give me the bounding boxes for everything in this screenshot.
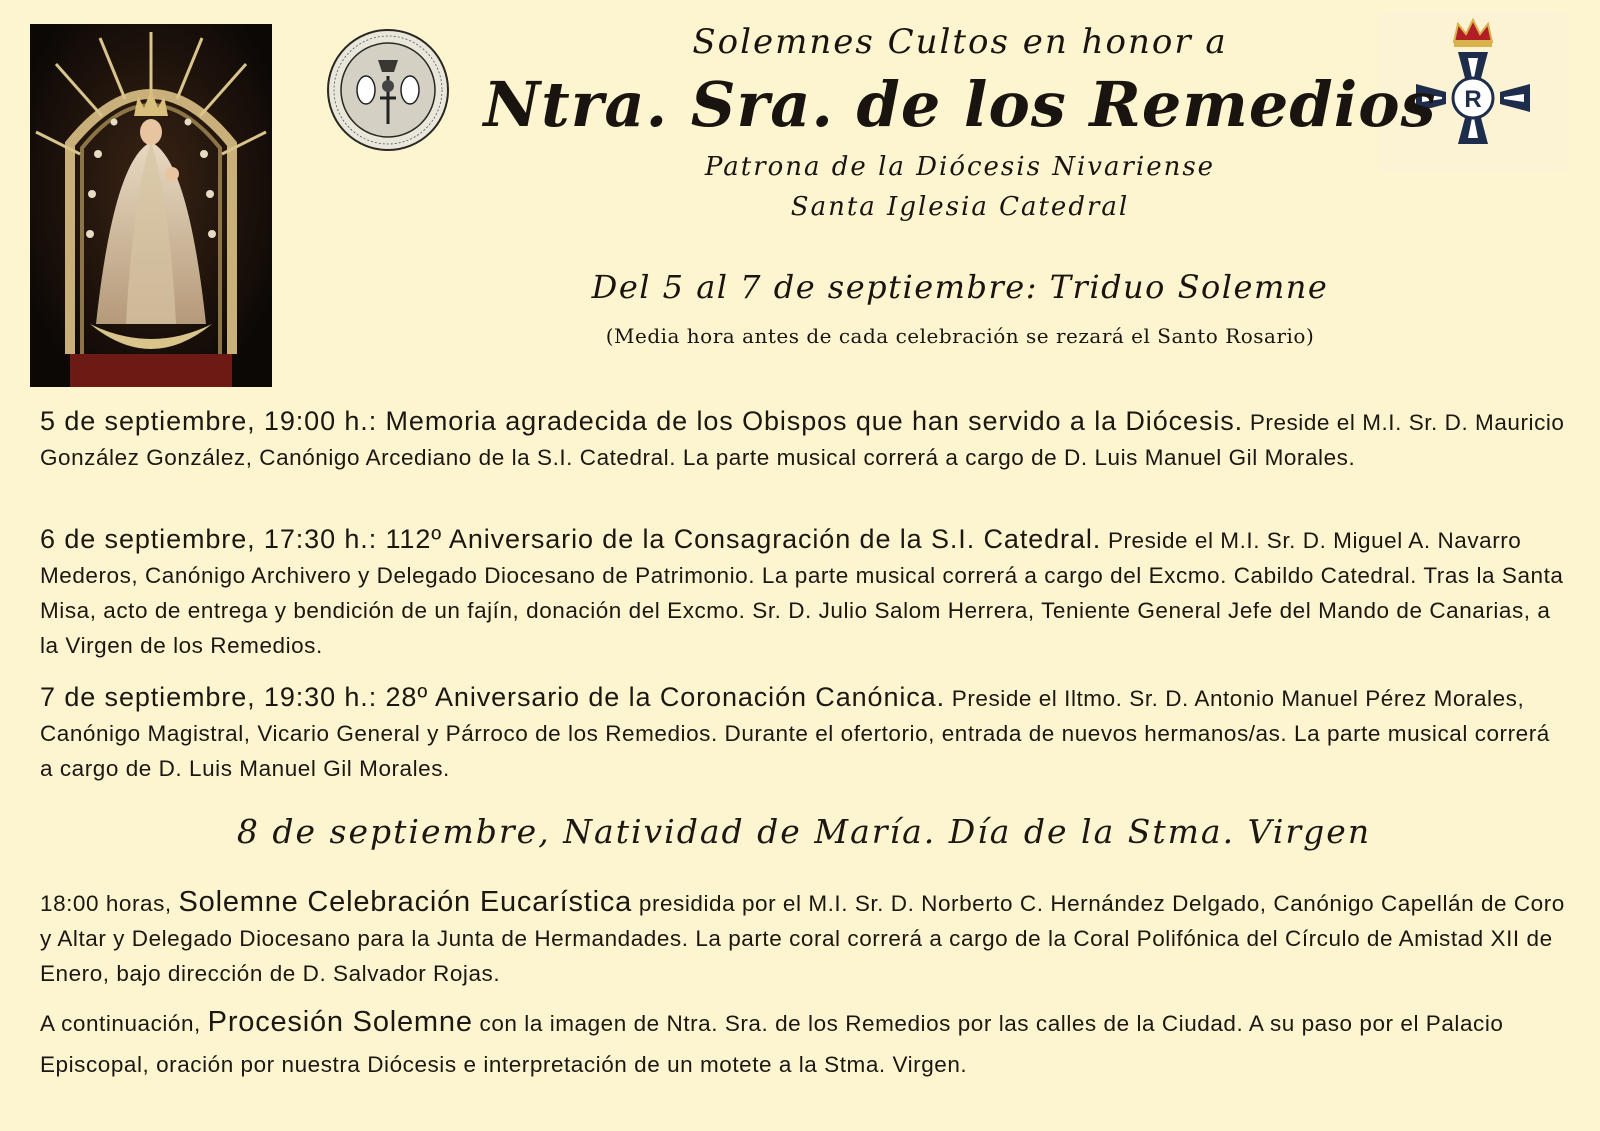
procesion-pre: A continuación, — [40, 1011, 208, 1036]
header-line-3: Patrona de la Diócesis Nivariense — [704, 152, 1216, 182]
event-paragraph-2 — [40, 522, 1568, 663]
page-title: Ntra. Sra. de los Remedios — [483, 68, 1437, 141]
celebracion-title: Solemne Celebración Eucarística — [178, 886, 633, 918]
virgin-image — [30, 24, 272, 387]
event-body: Preside el M.I. Sr. D. Mauricio González González, Canónigo Arcediano de la S.I. Catedral. La parte musical correrá a cargo de D. Luis Manuel Gil Morales. — [40, 410, 1565, 470]
event-title: Memoria agradecida de los Obispos que han servido a la Diócesis. — [377, 406, 1244, 436]
event-paragraph-3 — [40, 680, 1568, 786]
triduo-heading: Del 5 al 7 de septiembre: Triduo Solemne — [591, 268, 1329, 306]
event-date: 5 de septiembre, 19:00 h.: — [40, 406, 378, 436]
procesion-title: Procesión Solemne — [207, 1006, 473, 1038]
rosario-note: (Media hora antes de cada celebración se rezará el Santo Rosario) — [605, 324, 1315, 348]
svg-text:R: R — [1464, 86, 1482, 113]
natividad-heading: 8 de septiembre, Natividad de María. Día de la Stma. Virgen — [236, 812, 1372, 851]
event-title: 112º Aniversario de la Consagración de la S.I. Catedral. — [377, 524, 1102, 554]
cathedral-seal-icon — [326, 28, 450, 152]
event-date: 7 de septiembre, 19:30 h.: — [40, 682, 378, 712]
event-title: 28º Aniversario de la Coronación Canónica. — [377, 682, 945, 712]
header-line-1: Solemnes Cultos en honor a — [692, 22, 1228, 62]
event-body: Preside el M.I. Sr. D. Miguel A. Navarro Mederos, Canónigo Archivero y Delegado Diocesano de Patrimonio. La parte musical correrá a cargo del Excmo. Cabildo Catedral. Tras la Santa Misa, acto de entrega y bendición de un fajín, donación del Excmo. Sr. D. Julio Salom Herrera, Teniente General Jefe del Mando de Canarias, a la Virgen de los Remedios. — [40, 528, 1564, 658]
header-line-4: Santa Iglesia Catedral — [790, 192, 1130, 222]
event-date: 6 de septiembre, 17:30 h.: — [40, 524, 378, 554]
celebracion-body: presidida por el M.I. Sr. D. Norberto C. Hernández Delgado, Canónigo Capellán de Coro y Altar y Delegado Diocesano para la Junta de Hermandades. La parte coral correrá a cargo de la Coral Polifónica del Círculo de Amistad XII de Enero, bajo dirección de D. Salvador Rojas. — [40, 891, 1565, 986]
procesion-body: con la imagen de Ntra. Sra. de los Remedios por las calles de la Ciudad. A su paso por el Palacio Episcopal, oración por nuestra Diócesis e interpretación de un motete a la Stma. Virgen. — [40, 1011, 1504, 1077]
celebracion-time: 18:00 horas, — [40, 891, 179, 916]
procesion-paragraph — [40, 1002, 1568, 1085]
celebracion-paragraph — [40, 885, 1568, 991]
event-paragraph-1 — [40, 404, 1568, 475]
event-body: Preside el Iltmo. Sr. D. Antonio Manuel Pérez Morales, Canónigo Magistral, Vicario General y Párroco de los Remedios. Durante el ofertorio, entrada de nuevos hermanos/as. La parte musical correrá a cargo de D. Luis Manuel Gil Morales. — [40, 686, 1550, 781]
